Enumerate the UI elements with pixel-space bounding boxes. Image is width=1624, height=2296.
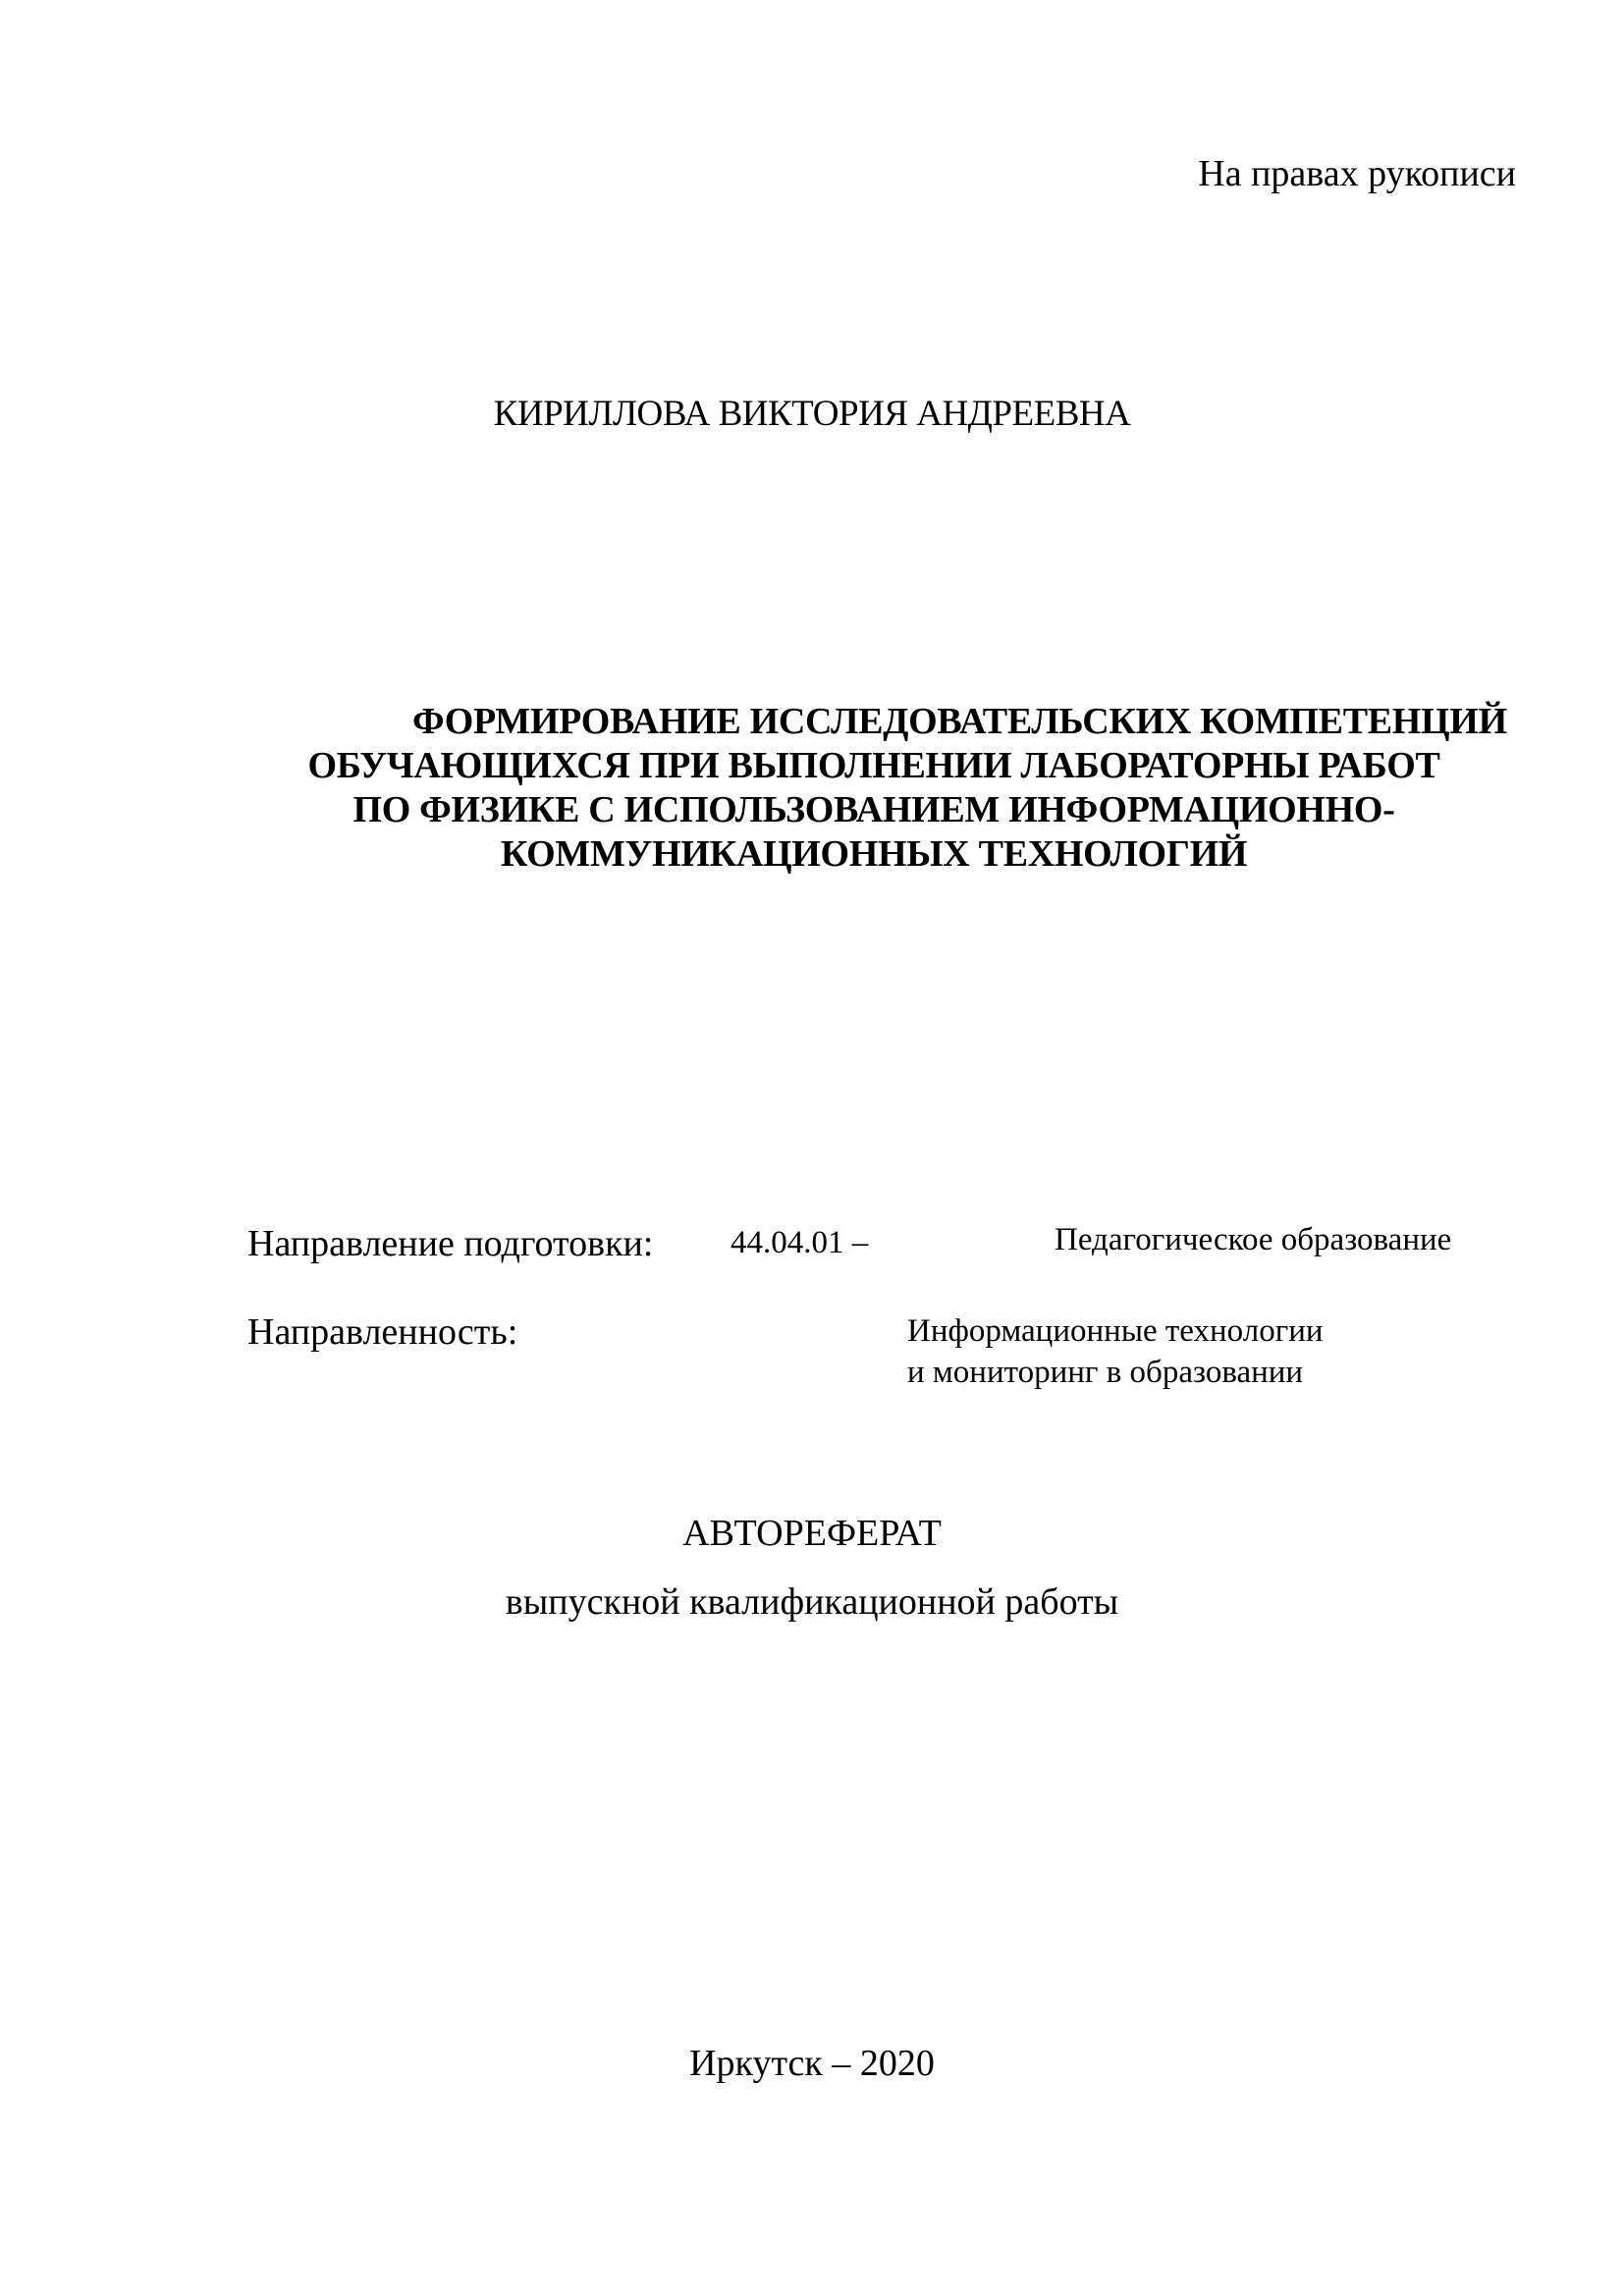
direction-label: Направление подготовки: bbox=[247, 1223, 654, 1264]
document-type: АВТОРЕФЕРАТ bbox=[682, 1513, 942, 1554]
focus-label: Направленность: bbox=[247, 1311, 518, 1353]
thesis-title-line: КОММУНИКАЦИОННЫХ ТЕХНОЛОГИЙ bbox=[500, 833, 1248, 875]
focus-value-line: Информационные технологии bbox=[907, 1313, 1324, 1349]
thesis-title bbox=[236, 700, 1512, 877]
document-subtype: выпускной квалификационной работы bbox=[505, 1581, 1119, 1623]
focus-value-line: и мониторинг в образовании bbox=[907, 1355, 1304, 1390]
direction-name: Педагогическое образование bbox=[1055, 1222, 1452, 1257]
thesis-title-line: ОБУЧАЮЩИХСЯ ПРИ ВЫПОЛНЕНИИ ЛАБОРАТОРНЫ РАБОТ bbox=[307, 745, 1440, 786]
direction-code: 44.04.01 – bbox=[731, 1225, 869, 1260]
thesis-title-line: ПО ФИЗИКЕ С ИСПОЛЬЗОВАНИЕМ ИНФОРМАЦИОННО- bbox=[352, 789, 1395, 830]
manuscript-note: На правах рукописи bbox=[1198, 153, 1516, 194]
author-name: КИРИЛЛОВА ВИКТОРИЯ АНДРЕЕВНА bbox=[493, 394, 1131, 434]
city-year: Иркутск – 2020 bbox=[689, 2043, 935, 2084]
focus-value bbox=[907, 1310, 1324, 1393]
thesis-title-line: ФОРМИРОВАНИЕ ИССЛЕДОВАТЕЛЬСКИХ КОМПЕТЕНЦИЙ bbox=[412, 701, 1507, 742]
